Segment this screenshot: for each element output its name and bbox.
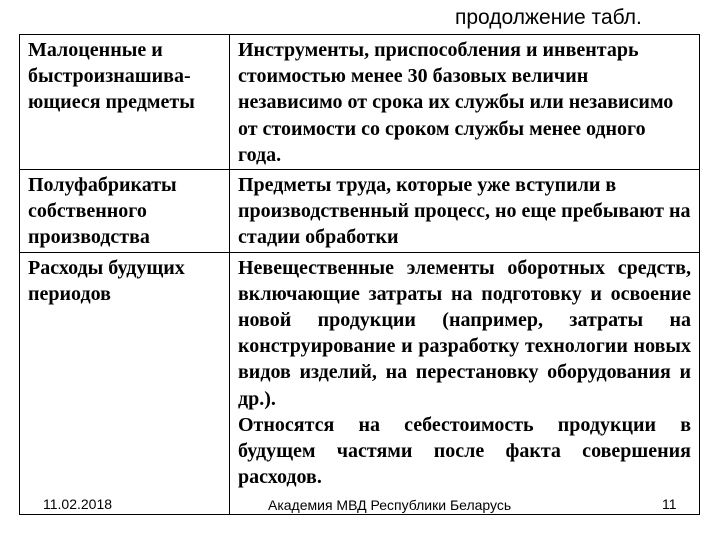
definition-cell: [230, 170, 700, 253]
table-row: [20, 252, 700, 514]
term-text: Полуфабрикаты собственного производства: [28, 174, 177, 249]
table-row: [20, 35, 700, 170]
term-cell: [20, 35, 230, 170]
term-cell: [20, 170, 230, 253]
definition-cell: [230, 252, 700, 514]
table-row: [20, 170, 700, 253]
definition-text: Инструменты, приспособления и инвентарь стоимостью менее 30 базовых величин независимо от срока их службы или независимо от стоимости со сроком службы менее одного года.: [238, 39, 674, 166]
definition-cell: [230, 35, 700, 170]
term-text: Расходы будущих периодов: [28, 256, 185, 305]
definition-text: Предметы труда, которые уже вступили в производственный процесс, но еще пребывают на стадии обработки: [238, 174, 691, 249]
continuation-label: продолжение табл.: [455, 6, 642, 29]
footer-organization: Академия МВД Республики Беларусь: [268, 497, 512, 513]
term-text: Малоценные и быстроизнашива-ющиеся предметы: [28, 39, 195, 114]
term-cell: [20, 252, 230, 514]
definitions-table: [19, 34, 700, 515]
footer-date: 11.02.2018: [43, 496, 113, 512]
footer-page-number: 11: [662, 496, 677, 512]
definition-text: Относятся на себестоимость продукции в будущем частями после факта совершения расходов.: [238, 413, 691, 489]
definition-text: Невещественные элементы оборотных средств, включающие затраты на подготовку и освоение новой продукции (например, затраты на конструирование и разработку технологии новых видов изделий, на перестановку оборудования и др.).: [238, 256, 691, 410]
